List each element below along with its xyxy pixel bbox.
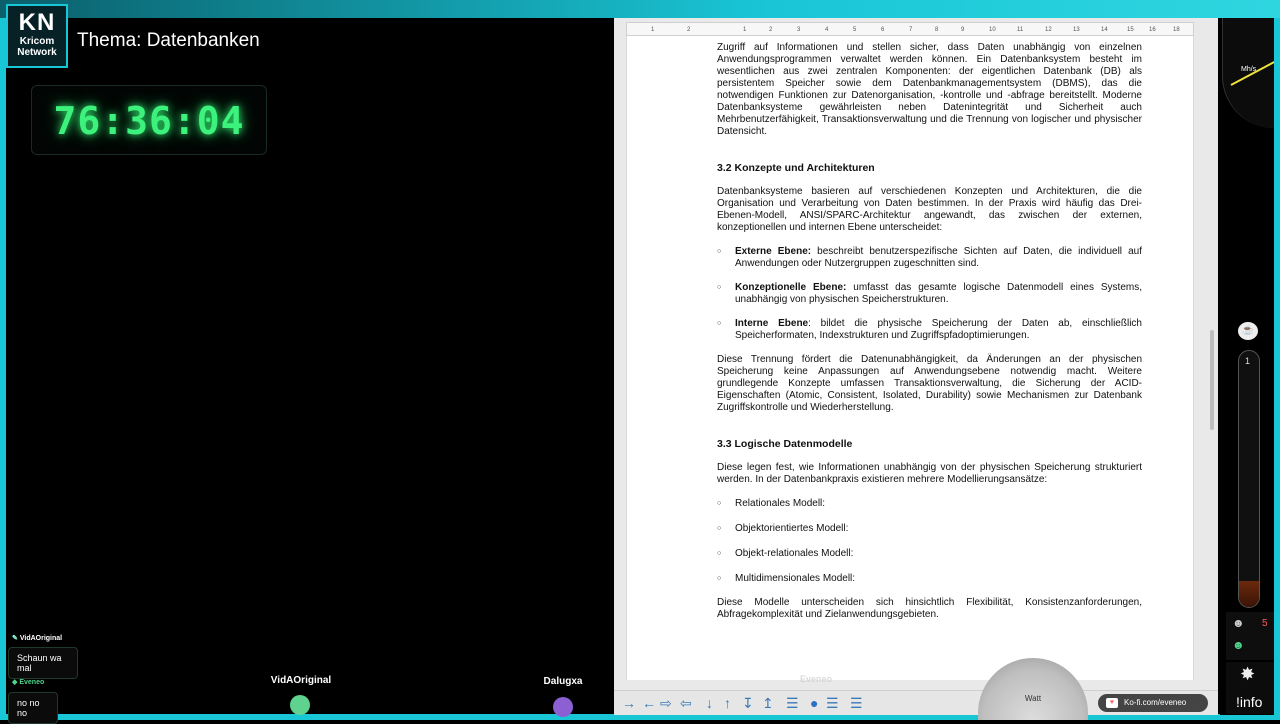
info-emblem-icon: ✸ (1240, 664, 1256, 684)
indent-icon[interactable]: ⇨ (660, 695, 672, 711)
arrow-left-icon[interactable]: ← (642, 695, 656, 711)
list-bullets-icon[interactable]: ☰ (826, 695, 839, 711)
coffee-icon: ☕ (1238, 322, 1258, 340)
top-accent-bar (0, 0, 1280, 18)
streamer-label: Eveneo (800, 674, 833, 684)
move-up-icon[interactable]: ↥ (762, 695, 774, 711)
chat-message: Schaun wa mal (8, 647, 78, 679)
outdent-icon[interactable]: ⇦ (680, 695, 692, 711)
section-heading: 3.2 Konzepte und Architekturen (717, 162, 875, 174)
gauge-needle (1231, 61, 1274, 86)
gauge-unit: Mh/s (1241, 66, 1257, 73)
coffee-level-value: 1 (1245, 356, 1251, 366)
logo-line-2: Network (17, 47, 57, 58)
user-icon: ☻ (1232, 616, 1245, 630)
viewer-name: VidAOriginal (270, 675, 332, 686)
chat-message: no no no (8, 692, 58, 724)
section-heading: 3.3 Logische Datenmodelle (717, 438, 853, 450)
level-list (717, 246, 1142, 342)
viewer-avatar (553, 697, 573, 717)
chat-user: ✎ VidAOriginal (12, 635, 63, 642)
model-list (717, 498, 1142, 585)
viewer-count: 5 (1262, 618, 1268, 629)
list-item: ○ Objekt-relationales Modell: (717, 548, 1142, 560)
list-icon[interactable]: ☰ (786, 695, 799, 711)
kofi-link: Ko-fi.com/eveneo (1098, 694, 1208, 712)
arrow-up-icon[interactable]: ↑ (724, 695, 731, 711)
numbered-list-icon[interactable]: ☰ (850, 695, 863, 711)
vertical-scrollbar[interactable] (1210, 330, 1214, 430)
move-down-icon[interactable]: ↧ (742, 695, 754, 711)
list-item: ○ Externe Ebene: beschreibt benutzerspezifische Sichten auf Daten, die individuell auf Anwendungen oder Nutzergruppen zugeschnitten sind. (717, 246, 1142, 270)
gauge-label: Watt (1024, 694, 1042, 703)
user-active-icon: ☻ (1232, 638, 1245, 652)
coffee-level-fill (1239, 581, 1259, 607)
arrow-down-icon[interactable]: ↓ (706, 695, 713, 711)
list-item: ○ Relationales Modell: (717, 498, 1142, 510)
document-text (717, 36, 1142, 621)
viewer-name: Dalugxa (543, 676, 583, 687)
kofi-cup-icon: ♥ (1106, 698, 1118, 708)
circle-icon[interactable]: ● (810, 695, 819, 711)
list-item: ○ Konzeptionelle Ebene: umfasst das gesamte logische Datenmodell eines Systems, unabhängig von physischen Speicherstrukturen. (717, 282, 1142, 306)
coffee-level-tube (1238, 350, 1260, 608)
channel-logo (6, 4, 68, 68)
arrow-right-icon[interactable]: → (622, 695, 636, 711)
list-item: ○ Objektorientiertes Modell: (717, 523, 1142, 535)
document-page[interactable] (626, 36, 1194, 680)
ruler: 1 2 1 2 3 4 5 6 7 8 9 10 11 12 13 14 15 16 18 (626, 22, 1194, 36)
logo-initials: KN (18, 9, 56, 36)
list-item: ○ Multidimensionales Modell: (717, 573, 1142, 585)
list-item: ○ Interne Ebene: bildet die physische Speicherung der Daten ab, einschließlich Speicherformaten, Indexstrukturen und Zugriffspfadoptimierungen. (717, 318, 1142, 342)
paragraph: Datenbanksysteme basieren auf verschiedenen Konzepten und Architekturen, die die Organisation und Verarbeitung von Daten bestimmen. In der Praxis wird häufig das Drei-Ebenen-Modell, ANSI/SPARC-Architektur angewandt, das zwischen der externen, konzeptionellen und internen Ebene unterscheidet: (717, 186, 1142, 233)
stream-title: Thema: Datenbanken (77, 30, 260, 51)
paragraph: Zugriff auf Informationen und stellen sicher, dass Daten unabhängig von einzelnen Anwendungsprogrammen verwaltet werden können. Ein Datenbanksystem besteht im wesentlichen aus zwei zentralen Komponenten: der eigentlichen Datenbank (DB) als persistentem Speicher sowie dem Datenbankmanagementsystem (DBMS), das die notwendigen Funktionen zur Datenorganisation, -kontrolle und -abfrage bereitstellt. Moderne Datenbanksysteme gewährleisten neben Datenintegrität und Sicherheit auch Mehrbenutzerfähigkeit, Transaktionsverwaltung und die Trennung von logischer und physischer Datensicht. (717, 42, 1142, 137)
info-command: !info (1236, 694, 1263, 710)
logo-line-1: Kricom (19, 36, 55, 47)
paragraph: Diese Trennung fördert die Datenunabhängigkeit, da Änderungen an der physischen Speicherung keine Anpassungen auf Anwendungsebene notwendig macht. Weitere grundlegende Konzepte umfassen Transaktionsverwaltung, die Sicherung der ACID-Eigenschaften (Atomic, Consistent, Isolated, Durability) sowie Mechanismen zur Datenbank Zugriffskontrolle und Wiederherstellung. (717, 354, 1142, 413)
viewer-avatar (290, 695, 310, 715)
chat-user: ◆ Eveneo (12, 679, 45, 686)
paragraph: Diese Modelle unterscheiden sich hinsichtlich Flexibilität, Konsistenzanforderungen, Abfragekomplexität und Zielanwendungsgebieten. (717, 597, 1142, 620)
countdown-timer: 76:36:04 (31, 85, 267, 155)
paragraph: Diese legen fest, wie Informationen unabhängig von der physischen Speicherung strukturiert werden. In der Datenbankpraxis existieren mehrere Modellierungsansätze: (717, 462, 1142, 485)
